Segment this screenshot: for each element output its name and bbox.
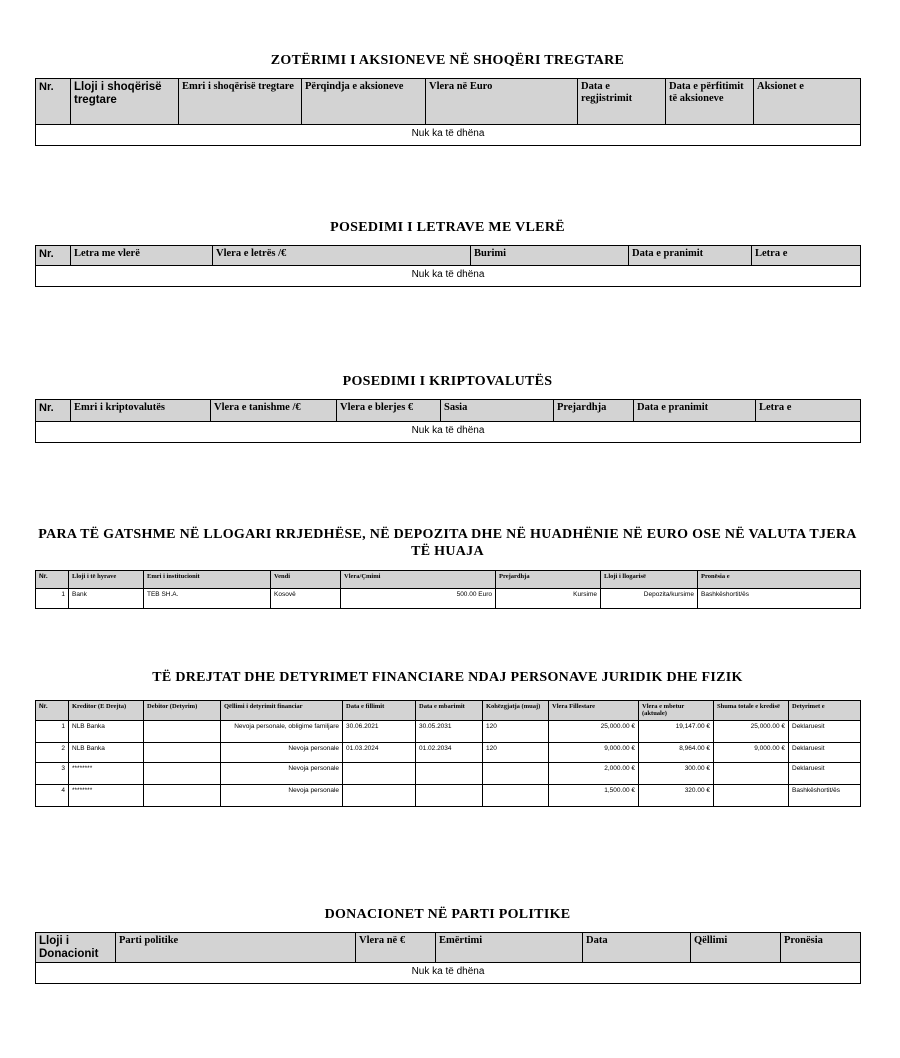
cell-start-date	[343, 763, 416, 785]
cell-creditor: ********	[69, 763, 144, 785]
header-cell: Vendi	[271, 571, 341, 589]
cell-end-date: 01.02.2034	[416, 743, 483, 763]
header-cell: Vlera e blerjes €	[337, 400, 441, 422]
cash-table	[35, 570, 861, 609]
cell-origin: Kursime	[496, 589, 601, 609]
cell-total-credit: 9,000.00 €	[714, 743, 789, 763]
cell-nr: 1	[36, 721, 69, 743]
cell-end-date: 30.05.2031	[416, 721, 483, 743]
cell-duration: 120	[483, 721, 549, 743]
header-cell: Burimi	[471, 246, 629, 266]
header-cell: Letra e	[752, 246, 861, 266]
cell-initial-value: 2,000.00 €	[549, 763, 639, 785]
empty-message: Nuk ka të dhëna	[36, 266, 861, 287]
cell-debtor	[144, 785, 221, 807]
header-cell: Data e mbarimit	[416, 701, 483, 721]
table-row	[36, 589, 861, 609]
donations-title: DONACIONET NË PARTI POLITIKE	[324, 907, 571, 922]
shares-table	[35, 78, 861, 146]
cell-debtor	[144, 763, 221, 785]
header-cell: Emri i kriptovalutës	[71, 400, 211, 422]
cell-purpose: Nevoja personale	[221, 763, 343, 785]
donations-section	[35, 906, 860, 984]
cash-title: PARA TË GATSHME NË LLOGARI RRJEDHËSE, NË DEPOZITA DHE NË HUADHËNIE NË EURO OSE NË VALUTA TJERA TË HUAJA	[38, 527, 857, 559]
cell-nr: 2	[36, 743, 69, 763]
crypto-table	[35, 399, 861, 443]
donations-empty-row	[36, 963, 861, 984]
header-cell: Qëllimi	[691, 933, 781, 963]
donations-header-row	[36, 933, 861, 963]
header-cell: Lloji i shoqërisë tregtare	[71, 79, 179, 125]
header-cell: Vlera e mbetur (aktuale)	[639, 701, 714, 721]
cell-total-credit: 25,000.00 €	[714, 721, 789, 743]
securities-empty-row	[36, 266, 861, 287]
header-cell: Nr.	[36, 701, 69, 721]
securities-header-row	[36, 246, 861, 266]
cell-duration	[483, 763, 549, 785]
header-cell: Detyrimet e	[789, 701, 861, 721]
header-cell: Lloji i Donacionit	[36, 933, 116, 963]
cell-purpose: Nevoja personale, obligime familjare	[221, 721, 343, 743]
empty-message: Nuk ka të dhëna	[36, 963, 861, 984]
header-cell: Data e fillimit	[343, 701, 416, 721]
cell-remaining-value: 300.00 €	[639, 763, 714, 785]
cell-remaining-value: 320.00 €	[639, 785, 714, 807]
crypto-empty-row	[36, 422, 861, 443]
cell-obligations: Deklaruesit	[789, 763, 861, 785]
cell-account-type: Depozita/kursime	[601, 589, 698, 609]
header-cell: Nr.	[36, 79, 71, 125]
table-row	[36, 721, 861, 743]
header-cell: Përqindja e aksioneve	[302, 79, 426, 125]
financial-table	[35, 700, 861, 807]
table-row	[36, 763, 861, 785]
header-cell: Nr.	[36, 571, 69, 589]
cell-total-credit	[714, 763, 789, 785]
header-cell: Data	[583, 933, 691, 963]
table-row	[36, 785, 861, 807]
header-cell: Data e përfitimit të aksioneve	[666, 79, 754, 125]
crypto-title: POSEDIMI I KRIPTOVALUTËS	[342, 374, 553, 389]
cell-country: Kosovë	[271, 589, 341, 609]
financial-title: TË DREJTAT DHE DETYRIMET FINANCIARE NDAJ PERSONAVE JURIDIK DHE FIZIK	[152, 670, 743, 685]
header-cell: Qëllimi i detyrimit financiar	[221, 701, 343, 721]
cell-remaining-value: 19,147.00 €	[639, 721, 714, 743]
header-cell: Vlera Fillestare	[549, 701, 639, 721]
cell-creditor: NLB Banka	[69, 721, 144, 743]
cell-initial-value: 9,000.00 €	[549, 743, 639, 763]
header-cell: Vlera në €	[356, 933, 436, 963]
cell-creditor: NLB Banka	[69, 743, 144, 763]
shares-title: ZOTËRIMI I AKSIONEVE NË SHOQËRI TREGTARE	[270, 53, 625, 68]
securities-table	[35, 245, 861, 287]
cell-debtor	[144, 743, 221, 763]
shares-section	[35, 52, 860, 146]
cell-end-date	[416, 785, 483, 807]
header-cell: Nr.	[36, 400, 71, 422]
cell-ownership: Bashkëshortit/ës	[698, 589, 861, 609]
shares-header-row	[36, 79, 861, 125]
header-cell: Lloji i llogarisë	[601, 571, 698, 589]
cell-duration	[483, 785, 549, 807]
crypto-section	[35, 373, 860, 443]
securities-title: POSEDIMI I LETRAVE ME VLERË	[330, 220, 565, 235]
header-cell: Prejardhja	[496, 571, 601, 589]
header-cell: Aksionet e	[754, 79, 861, 125]
header-cell: Data e pranimit	[634, 400, 756, 422]
financial-section	[35, 669, 860, 807]
cell-purpose: Nevoja personale	[221, 743, 343, 763]
header-cell: Pronësia e	[698, 571, 861, 589]
header-cell: Vlera e letrës /€	[213, 246, 471, 266]
header-cell: Emërtimi	[436, 933, 583, 963]
cell-income-type: Bank	[69, 589, 144, 609]
cell-remaining-value: 8,964.00 €	[639, 743, 714, 763]
cell-end-date	[416, 763, 483, 785]
securities-section	[35, 219, 860, 287]
donations-table	[35, 932, 861, 984]
cell-start-date	[343, 785, 416, 807]
cell-total-credit	[714, 785, 789, 807]
cell-debtor	[144, 721, 221, 743]
cell-institution: TEB SH.A.	[144, 589, 271, 609]
shares-empty-row	[36, 125, 861, 146]
header-cell: Data e pranimit	[629, 246, 752, 266]
cell-duration: 120	[483, 743, 549, 763]
cell-start-date: 01.03.2024	[343, 743, 416, 763]
cell-obligations: Deklaruesit	[789, 721, 861, 743]
table-row	[36, 743, 861, 763]
header-cell: Kohëzgjatja (muaj)	[483, 701, 549, 721]
cell-initial-value: 25,000.00 €	[549, 721, 639, 743]
cell-purpose: Nevoja personale	[221, 785, 343, 807]
cell-start-date: 30.06.2021	[343, 721, 416, 743]
cell-nr: 4	[36, 785, 69, 807]
header-cell: Debitor (Detyrim)	[144, 701, 221, 721]
header-cell: Vlera e tanishme /€	[211, 400, 337, 422]
header-cell: Emri i shoqërisë tregtare	[179, 79, 302, 125]
cash-header-row	[36, 571, 861, 589]
cash-section	[35, 526, 860, 609]
header-cell: Vlera në Euro	[426, 79, 578, 125]
cell-creditor: ********	[69, 785, 144, 807]
header-cell: Parti politike	[116, 933, 356, 963]
cell-nr: 1	[36, 589, 69, 609]
empty-message: Nuk ka të dhëna	[36, 422, 861, 443]
header-cell: Prejardhja	[554, 400, 634, 422]
header-cell: Nr.	[36, 246, 71, 266]
header-cell: Vlera/Çmimi	[341, 571, 496, 589]
cell-nr: 3	[36, 763, 69, 785]
header-cell: Pronësia	[781, 933, 861, 963]
header-cell: Sasia	[441, 400, 554, 422]
header-cell: Shuma totale e kredisë	[714, 701, 789, 721]
cell-value: 500.00 Euro	[341, 589, 496, 609]
header-cell: Emri i institucionit	[144, 571, 271, 589]
header-cell: Letra e	[756, 400, 861, 422]
header-cell: Lloji i të hyrave	[69, 571, 144, 589]
empty-message: Nuk ka të dhëna	[36, 125, 861, 146]
financial-header-row	[36, 701, 861, 721]
header-cell: Kreditor (E Drejta)	[69, 701, 144, 721]
header-cell: Letra me vlerë	[71, 246, 213, 266]
header-cell: Data e regjistrimit	[578, 79, 666, 125]
cell-initial-value: 1,500.00 €	[549, 785, 639, 807]
crypto-header-row	[36, 400, 861, 422]
cell-obligations: Bashkëshortit/ës	[789, 785, 861, 807]
cell-obligations: Deklaruesit	[789, 743, 861, 763]
